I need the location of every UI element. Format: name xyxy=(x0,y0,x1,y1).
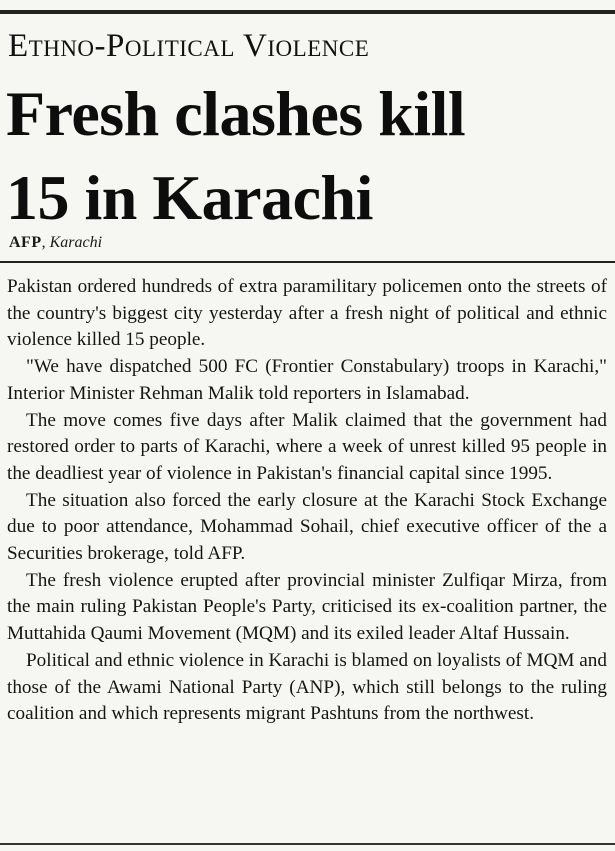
headline xyxy=(6,72,606,240)
byline-place: Karachi xyxy=(49,234,103,251)
paragraph: Political and ethnic violence in Karachi is blamed on loyalists of MQM and those of the Awami National Party (ANP), which still belongs to the ruling coalition and which represents migrant Pashtuns from the northwest. xyxy=(7,649,607,725)
byline-separator: , xyxy=(41,234,50,251)
paragraph: The situation also forced the early closure at the Karachi Stock Exchange due to poor attendance, Mohammad Sohail, chief executive officer of the a Securities brokerage, told AFP. xyxy=(7,489,607,565)
headline-line-1: Fresh clashes kill xyxy=(6,78,466,149)
paragraph: Pakistan ordered hundreds of extra paramilitary policemen onto the streets of the country's biggest city yesterday after a fresh night of political and ethnic violence killed 15 people. xyxy=(7,276,607,351)
paragraph: The move comes five days after Malik claimed that the government had restored order to parts of Karachi, where a week of unrest killed 95 people in the deadliest year of violence in Pakistan's financial capital since 1995. xyxy=(7,409,607,484)
paragraph: The fresh violence erupted after provincial minister Zulfiqar Mirza, from the main ruling Pakistan People's Party, criticised its ex-coalition partner, the Muttahida Qaumi Movement (MQM) and its exiled leader Altaf Hussain. xyxy=(7,569,607,645)
paragraph: "We have dispatched 500 FC (Frontier Constabulary) troops in Karachi," Interior Minister Rehman Malik told reporters in Islamabad. xyxy=(7,356,607,404)
byline xyxy=(9,234,102,252)
byline-agency: AFP xyxy=(9,234,42,251)
bottom-rule xyxy=(0,843,615,845)
byline-rule xyxy=(0,261,615,263)
article-body xyxy=(7,274,607,728)
section-kicker: Ethno-Political Violence xyxy=(8,28,370,64)
headline-line-2: 15 in Karachi xyxy=(6,162,373,233)
top-rule xyxy=(0,10,615,14)
